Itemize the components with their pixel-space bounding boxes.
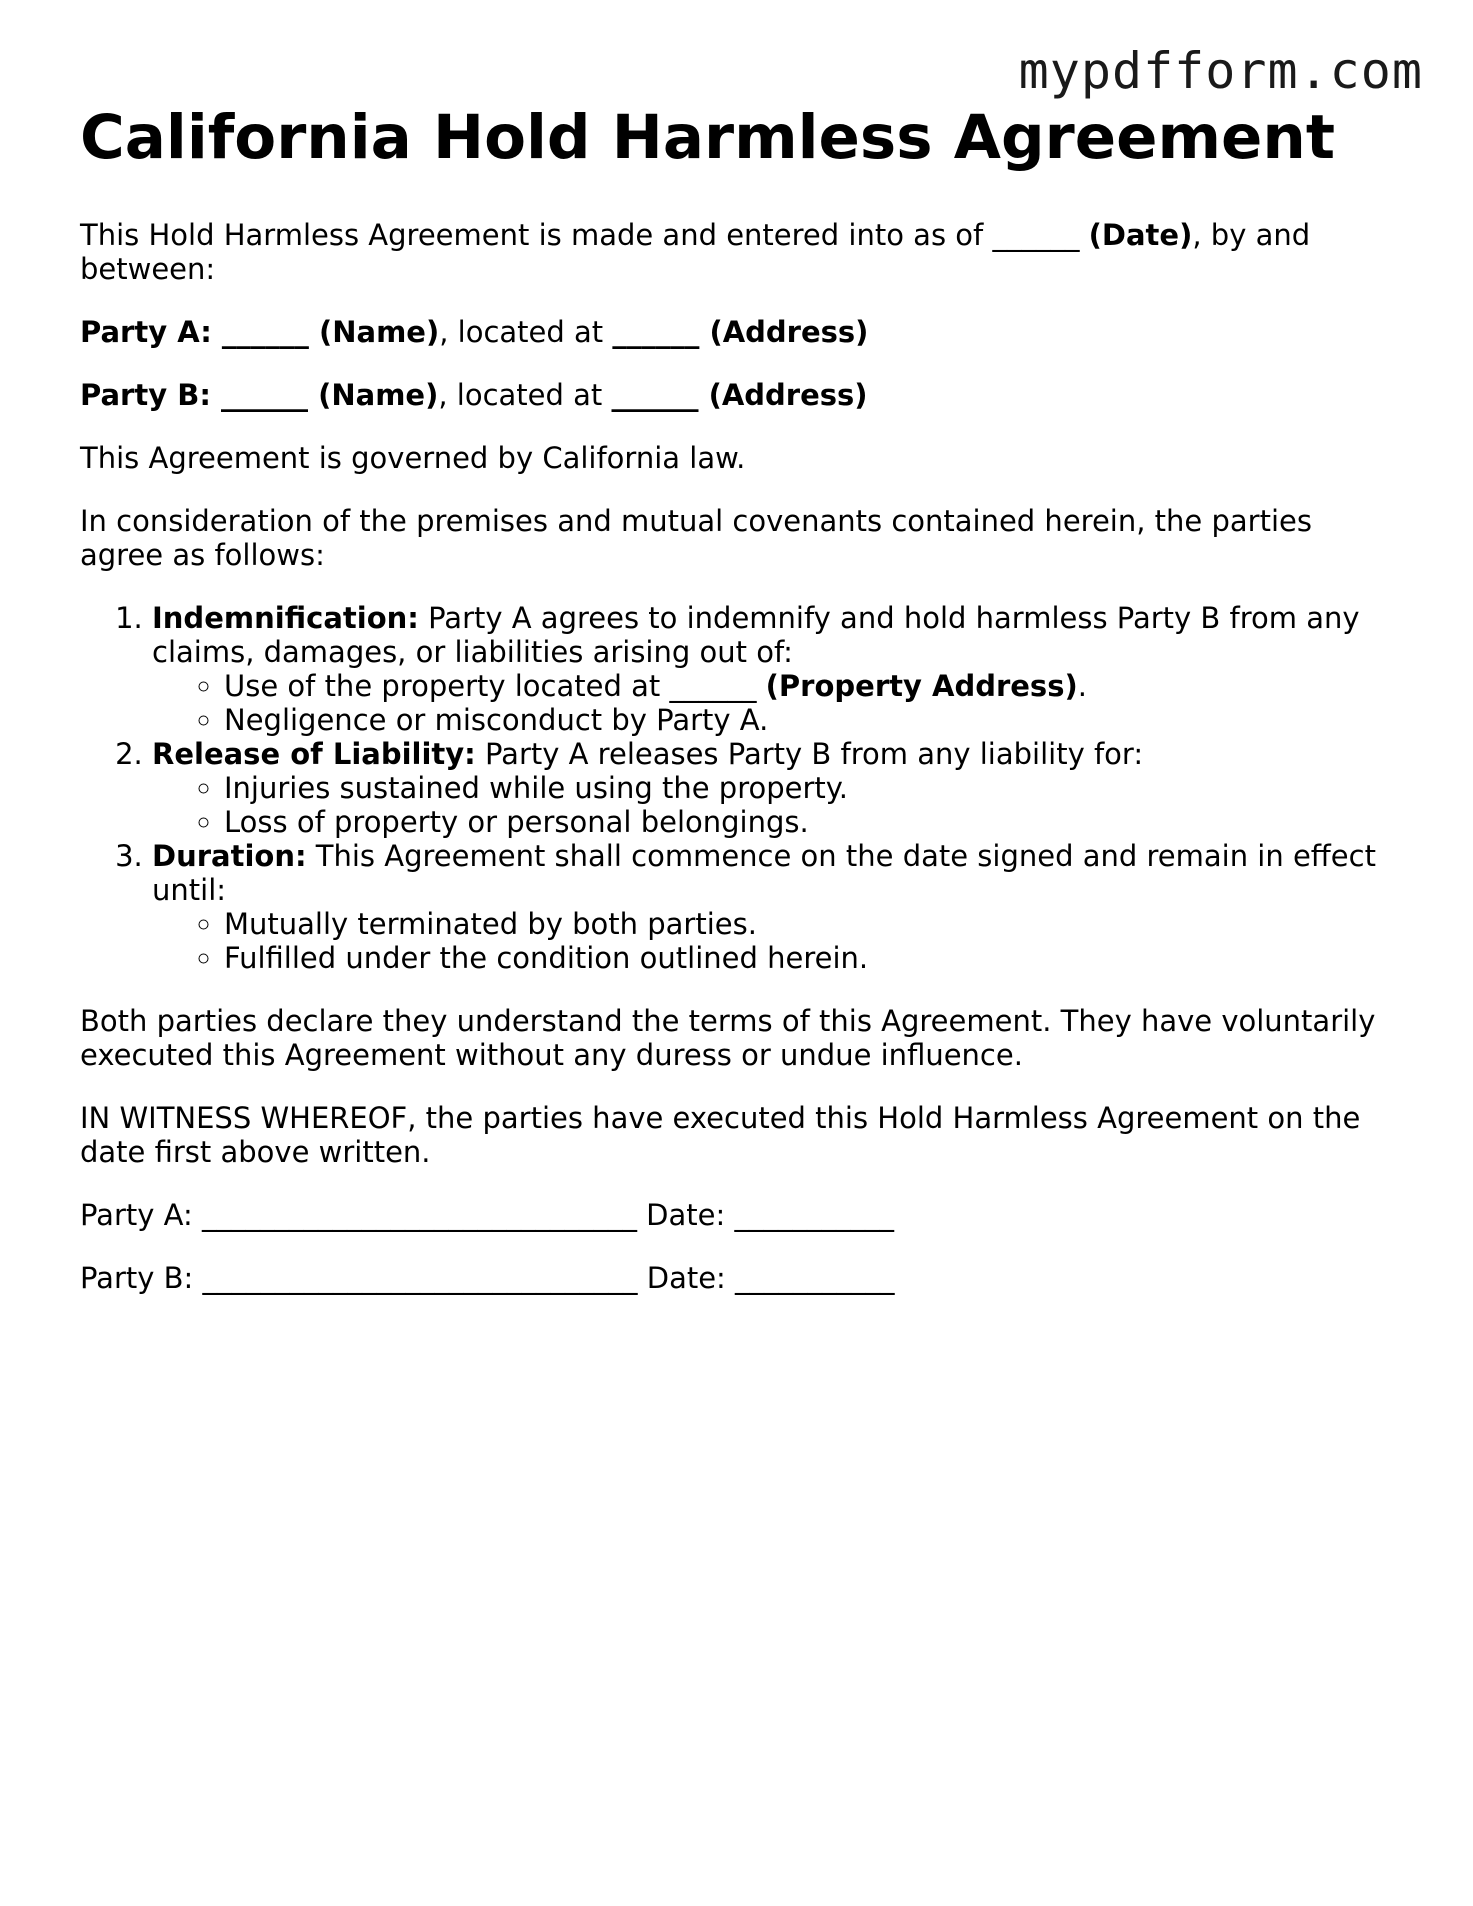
document-body	[80, 100, 1380, 1324]
signature-line-party-b[interactable]: Party B: ______________________________	[80, 1261, 638, 1295]
sub-item-period: .	[1077, 669, 1087, 703]
signature-line-party-a[interactable]: Party A: ______________________________	[80, 1198, 637, 1232]
declaration-paragraph: Both parties declare they understand the terms of this Agreement. They have voluntarily executed this Agreement without any duress or undue influence.	[80, 1004, 1376, 1072]
party-a-name-label: Party A: ______ (Name)	[80, 315, 440, 349]
sub-item	[224, 669, 1380, 703]
sub-item: ◦ Injuries sustained while using the property.	[224, 771, 1380, 805]
signature-row-party-a	[80, 1198, 1380, 1232]
party-b-address-label: ______ (Address)	[611, 378, 868, 412]
intro-text: This Hold Harmless Agreement is made and entered into as of ______	[80, 218, 1089, 252]
party-b-located: , located at	[438, 378, 612, 412]
party-b-name-label: Party B: ______ (Name)	[80, 378, 439, 412]
sub-item-text: Use of the property located at ______	[224, 669, 766, 703]
watermark: mypdfform.com	[1018, 42, 1423, 100]
intro-paragraph	[80, 218, 1380, 286]
sub-item-list	[152, 771, 1380, 839]
party-a-located: , located at	[439, 315, 613, 349]
signature-date-party-a[interactable]: Date: ___________	[636, 1198, 894, 1232]
document-title: California Hold Harmless Agreement	[80, 102, 1335, 173]
sub-item: ◦ Loss of property or personal belongings.	[224, 805, 1380, 839]
party-a-line	[80, 315, 1380, 349]
clause-indemnification	[152, 601, 1380, 737]
clause-heading: Indemnification:	[152, 601, 419, 635]
clause-duration	[152, 839, 1380, 975]
sub-item-list	[152, 669, 1380, 737]
sub-item: ◦ Negligence or misconduct by Party A.	[224, 703, 1380, 737]
clause-list	[80, 601, 1380, 975]
governing-law: This Agreement is governed by California law.	[80, 441, 746, 475]
clause-text: Party A releases Party B from any liability for:	[475, 737, 1144, 771]
sub-item-list	[152, 907, 1380, 975]
clause-heading: Release of Liability:	[152, 737, 476, 771]
clause-heading: Duration:	[152, 839, 307, 873]
intro-text-after: , by and between:	[80, 218, 1311, 286]
clause-text: Party A agrees to indemnify and hold harmless Party B from any claims, damages, or liabilities arising out of:	[152, 601, 1360, 669]
sub-item: ◦ Mutually terminated by both parties.	[224, 907, 1380, 941]
witness-paragraph: IN WITNESS WHEREOF, the parties have executed this Hold Harmless Agreement on the date first above written.	[80, 1101, 1361, 1169]
signature-date-party-b[interactable]: Date: ___________	[637, 1261, 895, 1295]
party-a-address-label: ______ (Address)	[612, 315, 869, 349]
date-label: (Date)	[1088, 218, 1193, 252]
consideration-paragraph: In consideration of the premises and mutual covenants contained herein, the parties agree as follows:	[80, 504, 1312, 572]
signature-row-party-b	[80, 1261, 1380, 1295]
clause-text: This Agreement shall commence on the date signed and remain in effect until:	[152, 839, 1376, 907]
clause-release	[152, 737, 1380, 839]
sub-item: ◦ Fulfilled under the condition outlined herein.	[224, 941, 1380, 975]
party-b-line	[80, 378, 1380, 412]
property-address-label: (Property Address)	[765, 669, 1078, 703]
